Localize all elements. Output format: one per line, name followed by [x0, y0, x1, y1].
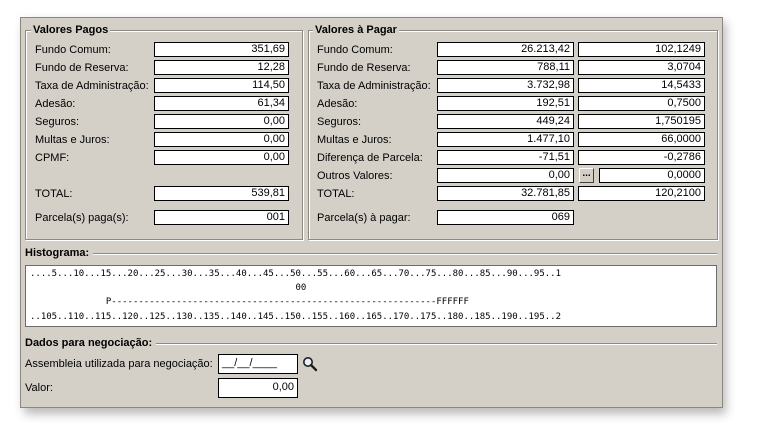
pagar-row-label: Outros Valores: — [317, 170, 393, 182]
pagar-row-label: Taxa de Administração: — [317, 80, 431, 92]
pagar-row-value-field[interactable]: 1.477,10 — [437, 132, 574, 147]
pagar-row-pct-field[interactable]: 66,0000 — [578, 132, 705, 147]
magnifier-icon[interactable] — [302, 356, 318, 372]
pagar-row-label: Seguros: — [317, 116, 362, 128]
pagar-row-pct-field[interactable]: -0,2786 — [578, 150, 705, 165]
pagos-row-field[interactable]: 351,69 — [154, 42, 289, 57]
assembleia-label: Assembleia utilizada para negociação: — [25, 358, 213, 370]
pagar-row-pct-field[interactable]: 102,1249 — [578, 42, 705, 57]
pagar-row-label: Diferença de Parcela: — [317, 152, 423, 164]
pagos-parcelas-field[interactable]: 001 — [154, 210, 289, 225]
pagar-row-label: Multas e Juros: — [317, 134, 392, 146]
pagar-parcelas-label: Parcela(s) à pagar: — [317, 212, 411, 224]
pagar-row-value-field[interactable]: 449,24 — [437, 114, 574, 129]
pagar-parcelas-field[interactable]: 069 — [437, 210, 574, 225]
pagar-row-pct-field[interactable]: 0,7500 — [578, 96, 705, 111]
pagar-row-value-field[interactable]: 26.213,42 — [437, 42, 574, 57]
pagos-row-field[interactable]: 0,00 — [154, 132, 289, 147]
pagos-row-field[interactable]: 12,28 — [154, 60, 289, 75]
pagar-total-field[interactable]: 32.781,85 — [437, 186, 574, 201]
histogram-marker-line: 00 — [30, 283, 307, 293]
valor-label: Valor: — [25, 382, 53, 394]
pagos-row-label: Taxa de Administração: — [35, 80, 149, 92]
pagar-row-pct-field[interactable]: 1,750195 — [578, 114, 705, 129]
negotiation-window — [20, 17, 723, 408]
pagos-parcelas-label: Parcela(s) paga(s): — [35, 212, 129, 224]
pagos-total-label: TOTAL: — [35, 188, 73, 200]
pagar-total-label: TOTAL: — [317, 188, 355, 200]
pagar-row-pct-field[interactable]: 3,0704 — [578, 60, 705, 75]
pagar-row-value-field[interactable]: 788,11 — [437, 60, 574, 75]
pagos-row-label: Fundo Comum: — [35, 44, 111, 56]
pagar-row-label: Fundo de Reserva: — [317, 62, 411, 74]
valores-pagos-title: Valores Pagos — [33, 24, 109, 36]
pagar-row-value-field[interactable]: 3.732,98 — [437, 78, 574, 93]
pagos-total-field[interactable]: 539,81 — [154, 186, 289, 201]
valor-field[interactable]: 0,00 — [218, 378, 298, 398]
pagar-row-value-field[interactable]: 0,00 — [437, 168, 574, 183]
pagar-row-value-field[interactable]: 192,51 — [437, 96, 574, 111]
pagos-row-field[interactable]: 0,00 — [154, 114, 289, 129]
pagos-row-field[interactable]: 114,50 — [154, 78, 289, 93]
histogram-panel — [25, 265, 717, 327]
histogram-scale-bottom: ..105..110..115..120..125..130..135..140..145..150..155..160..165..170..175..180..185..190..195..2 — [30, 312, 562, 322]
histograma-title: Histograma: — [25, 247, 93, 260]
pagar-row-label: Fundo Comum: — [317, 44, 393, 56]
pagar-row-label: Adesão: — [317, 98, 358, 110]
valores-pagar-title: Valores à Pagar — [315, 24, 397, 36]
pagar-row-pct-field[interactable]: 0,0000 — [599, 168, 705, 183]
histogram-bar-line: P------------------------------------------------------------FFFFFF — [30, 297, 469, 307]
pagos-row-field[interactable]: 61,34 — [154, 96, 289, 111]
pagos-row-label: Fundo de Reserva: — [35, 62, 129, 74]
negociacao-title: Dados para negociação: — [25, 337, 156, 350]
histograma-separator — [25, 253, 717, 255]
pagos-row-label: CPMF: — [35, 152, 70, 164]
pagos-row-label: Multas e Juros: — [35, 134, 110, 146]
histogram-scale-top: ....5...10...15...20...25...30...35...40...45...50...55...60...65...70...75...80...85...90...95..1 — [30, 269, 562, 279]
pagar-total-pct-field[interactable]: 120,2100 — [578, 186, 705, 201]
assembleia-date-field[interactable]: __/__/____ — [218, 354, 298, 374]
pagos-row-label: Adesão: — [35, 98, 76, 110]
outros-valores-ellipsis-button[interactable]: ... — [579, 168, 594, 183]
pagos-row-label: Seguros: — [35, 116, 80, 128]
pagar-row-value-field[interactable]: -71,51 — [437, 150, 574, 165]
pagar-row-pct-field[interactable]: 14,5433 — [578, 78, 705, 93]
pagos-row-field[interactable]: 0,00 — [154, 150, 289, 165]
